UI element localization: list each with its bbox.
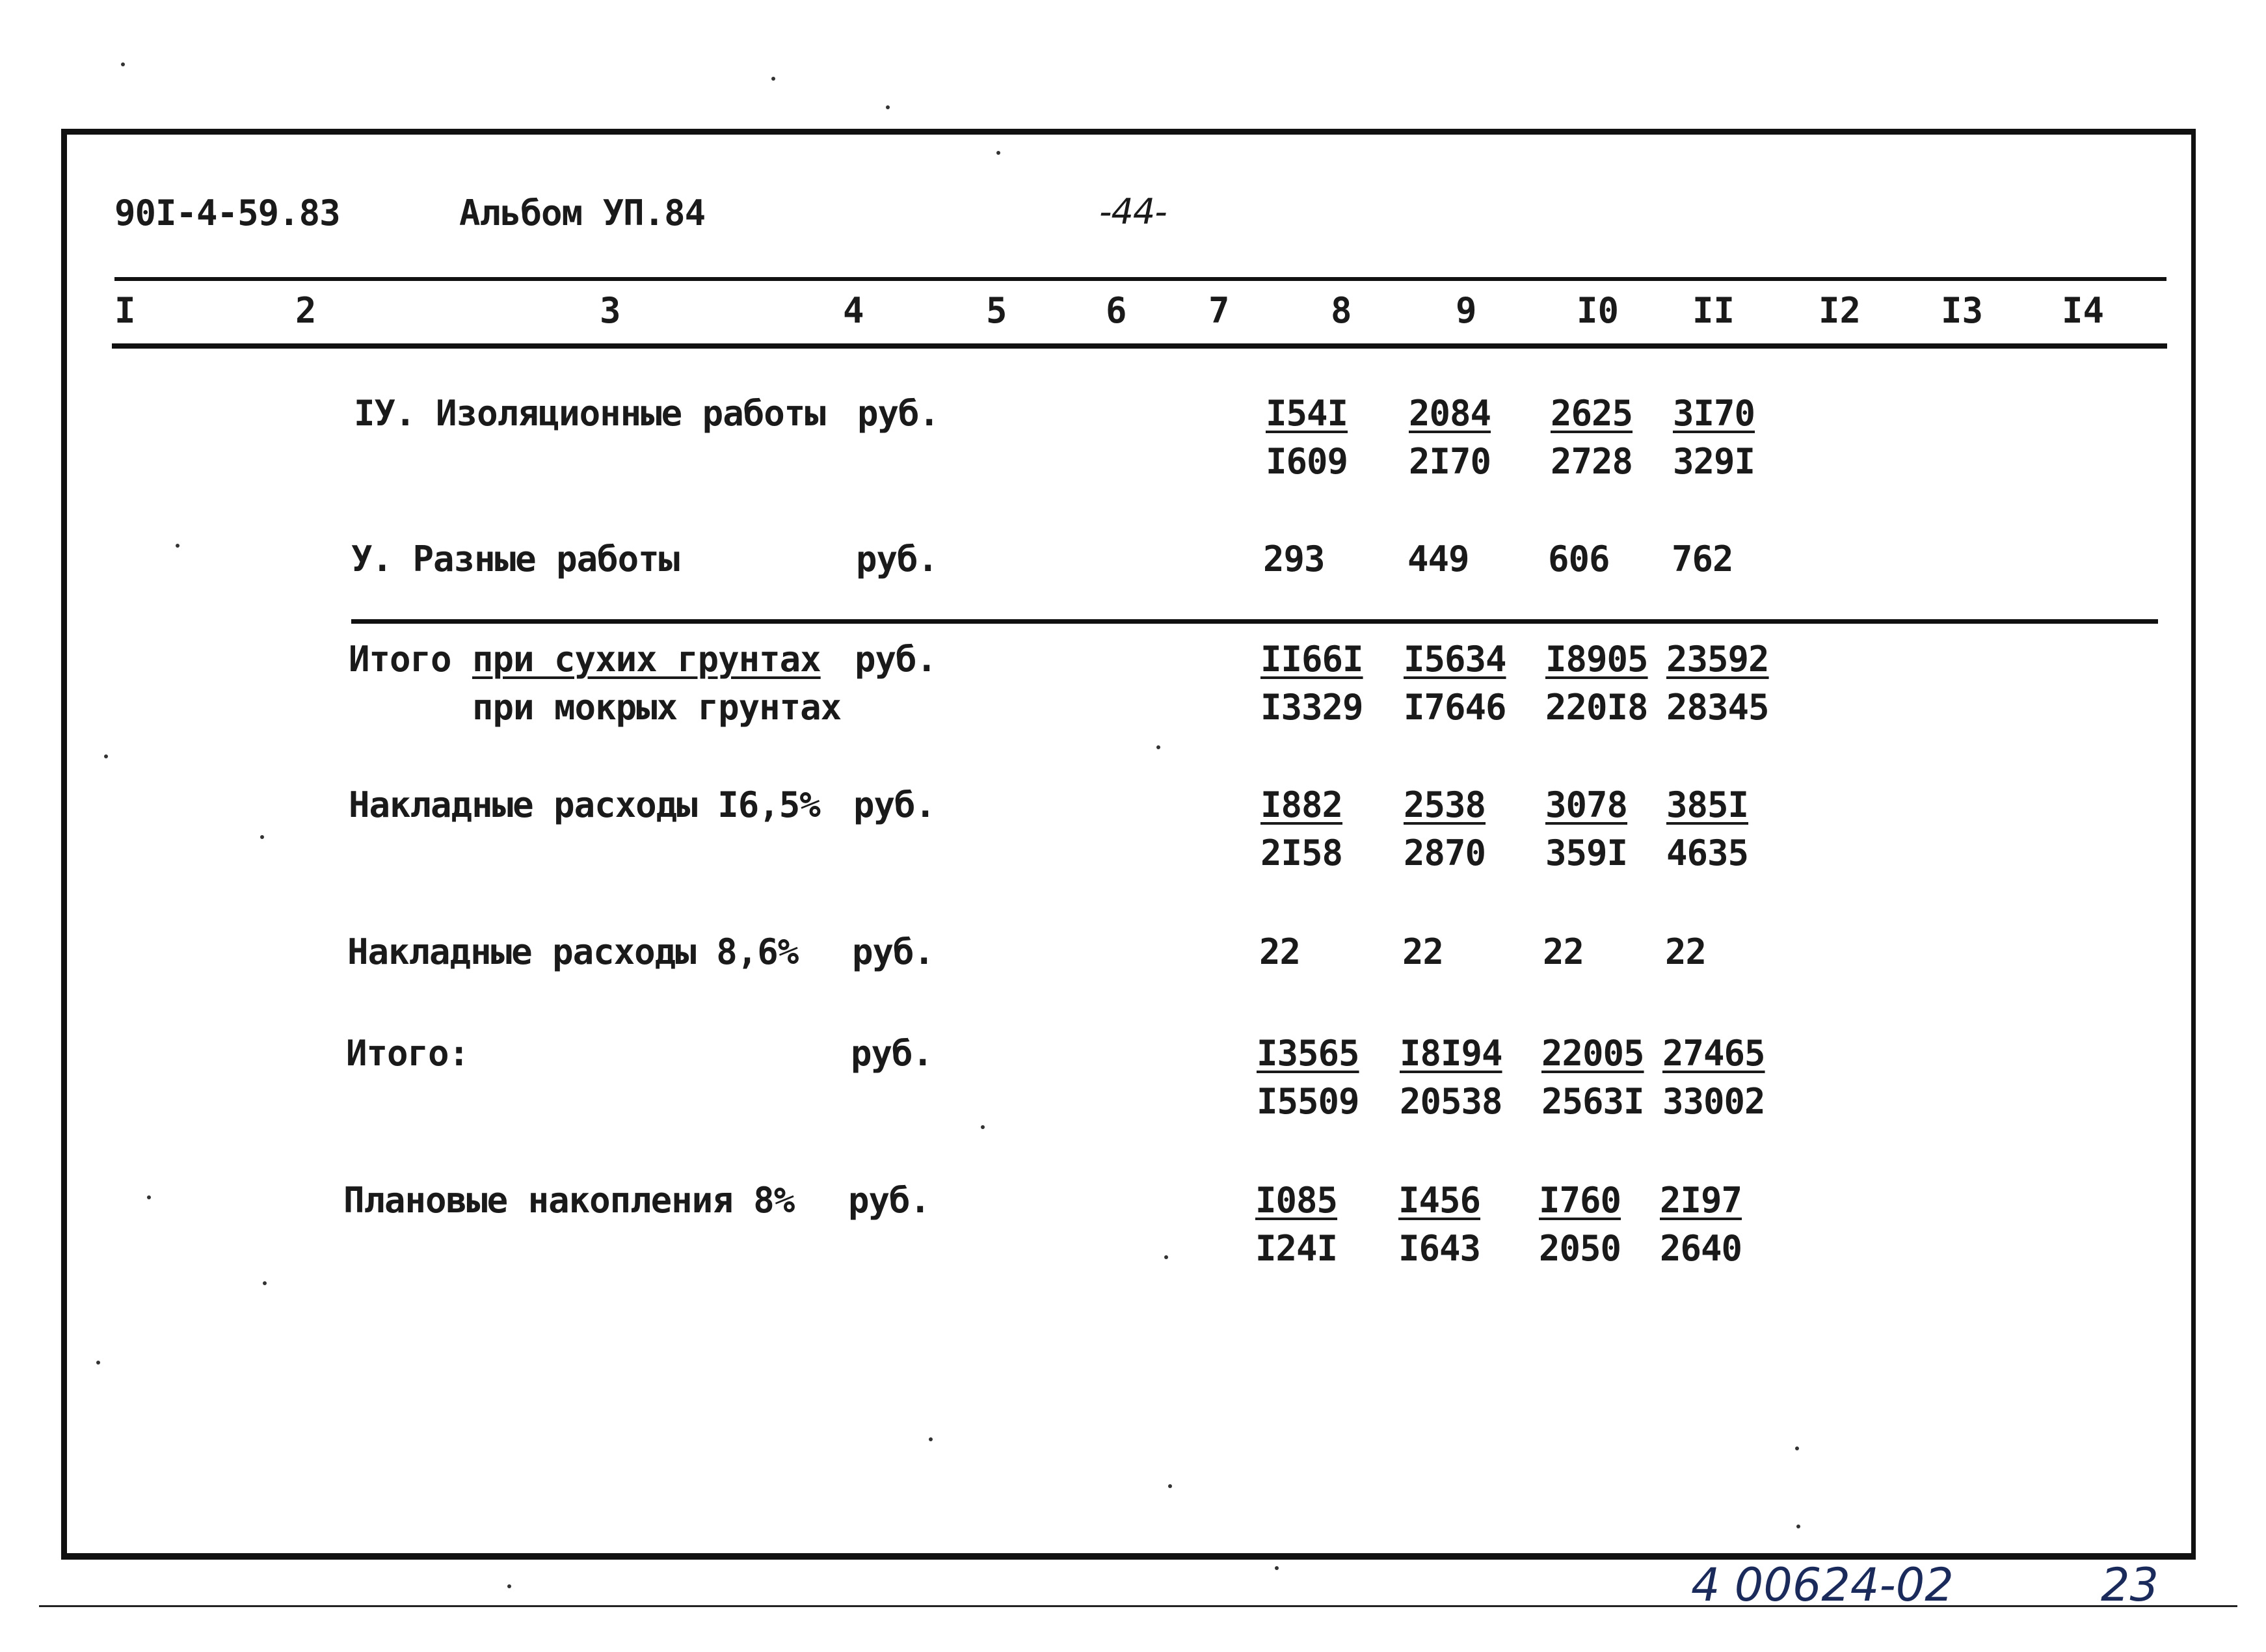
value-col8-top: I3565 xyxy=(1257,1033,1359,1074)
column-number: I2 xyxy=(1819,290,1861,331)
album-label: Альбом УП.84 xyxy=(459,193,706,233)
value-col10-top: 2625 xyxy=(1551,393,1633,434)
column-number: 9 xyxy=(1456,290,1477,331)
row-label: Плановые накопления 8% xyxy=(343,1180,795,1221)
column-number: I0 xyxy=(1577,290,1620,331)
archive-code: 4 00624-02 xyxy=(1691,1558,1954,1612)
value-col10-bottom: 220I8 xyxy=(1545,687,1648,728)
scan-speck xyxy=(104,754,108,758)
scan-speck xyxy=(929,1437,933,1441)
value-col9-bottom: 2870 xyxy=(1404,833,1486,873)
row-label: IУ. Изоляционные работы xyxy=(354,393,825,434)
value-col9-bottom: 20538 xyxy=(1400,1081,1502,1122)
value-col9-top: 2084 xyxy=(1409,393,1491,434)
scan-speck xyxy=(260,835,264,839)
scan-speck xyxy=(1795,1446,1799,1450)
value-col11-top: 2I97 xyxy=(1660,1180,1742,1221)
value-col11-top: 27465 xyxy=(1662,1033,1765,1074)
value-col11: 22 xyxy=(1665,931,1707,972)
scan-speck xyxy=(176,544,180,548)
value-col9-top: I5634 xyxy=(1404,639,1506,680)
scan-speck xyxy=(886,105,890,109)
column-number: I xyxy=(114,290,136,331)
row-label-wet: при мокрых грунтах xyxy=(472,687,842,728)
value-col9-top: I8I94 xyxy=(1400,1033,1502,1074)
value-col8-top: II66I xyxy=(1260,639,1363,680)
value-col8-bottom: I3329 xyxy=(1260,687,1363,728)
value-col11-bottom: 329I xyxy=(1673,441,1755,482)
value-col10-top: 22005 xyxy=(1541,1033,1644,1074)
scan-speck xyxy=(507,1584,511,1588)
row-unit: руб. xyxy=(853,784,936,825)
value-col8-bottom: I24I xyxy=(1255,1228,1338,1269)
scan-speck xyxy=(1164,1255,1168,1259)
row-unit: руб. xyxy=(851,1033,933,1074)
scan-speck xyxy=(771,77,775,81)
scan-speck xyxy=(996,151,1000,155)
page-number: -44- xyxy=(1099,191,1167,232)
value-col11-bottom: 28345 xyxy=(1666,687,1769,728)
row-unit: руб. xyxy=(857,393,940,434)
header-top-rule xyxy=(114,277,2166,281)
column-number: II xyxy=(1692,290,1735,331)
row-label: У. Разные работы xyxy=(351,539,680,580)
row-label: Итого: xyxy=(346,1033,470,1074)
value-col8-bottom: I609 xyxy=(1266,441,1348,482)
column-number: 8 xyxy=(1331,290,1352,331)
document-code: 90I-4-59.83 xyxy=(114,193,340,233)
value-col9-top: I456 xyxy=(1398,1180,1481,1221)
scan-speck xyxy=(263,1281,267,1285)
scan-speck xyxy=(147,1195,151,1199)
row-label: Накладные расходы 8,6% xyxy=(347,931,799,972)
row-unit: руб. xyxy=(855,639,937,680)
subtotal-rule xyxy=(351,619,2158,624)
value-col11-top: 385I xyxy=(1666,784,1749,825)
value-col8-bottom: 2I58 xyxy=(1260,833,1343,873)
value-col9-bottom: 2I70 xyxy=(1409,441,1491,482)
scan-speck xyxy=(1156,745,1160,749)
value-col10-bottom: 359I xyxy=(1545,833,1628,873)
value-col9-bottom: I643 xyxy=(1398,1228,1481,1269)
scan-speck xyxy=(121,62,125,66)
value-col8: 22 xyxy=(1259,931,1301,972)
scan-speck xyxy=(1796,1525,1800,1528)
column-number: I3 xyxy=(1941,290,1984,331)
sheet-number: 23 xyxy=(2101,1558,2159,1612)
value-col8-top: I54I xyxy=(1266,393,1348,434)
row-unit: руб. xyxy=(848,1180,931,1221)
value-col10-top: 3078 xyxy=(1545,784,1628,825)
row-label: Накладные расходы I6,5% xyxy=(349,784,820,825)
header-bottom-rule xyxy=(112,343,2167,349)
scan-speck xyxy=(1168,1484,1172,1488)
column-number: 6 xyxy=(1106,290,1127,331)
value-col11-bottom: 2640 xyxy=(1660,1228,1742,1269)
scan-speck xyxy=(981,1125,985,1129)
value-col8-bottom: I5509 xyxy=(1257,1081,1359,1122)
value-col11-bottom: 33002 xyxy=(1662,1081,1765,1122)
row-unit: руб. xyxy=(852,931,935,972)
value-col10-bottom: 2563I xyxy=(1541,1081,1644,1122)
value-col10-top: I8905 xyxy=(1545,639,1648,680)
value-col8-top: I882 xyxy=(1260,784,1343,825)
value-col10-bottom: 2728 xyxy=(1551,441,1633,482)
value-col10-bottom: 2050 xyxy=(1539,1228,1621,1269)
value-col10-top: I760 xyxy=(1539,1180,1621,1221)
column-number: 2 xyxy=(295,290,317,331)
column-number: I4 xyxy=(2062,290,2105,331)
column-number: 5 xyxy=(986,290,1007,331)
value-col9-bottom: I7646 xyxy=(1404,687,1506,728)
value-col11: 762 xyxy=(1672,539,1733,580)
value-col9: 449 xyxy=(1407,539,1469,580)
value-col10: 22 xyxy=(1543,931,1584,972)
value-col11-bottom: 4635 xyxy=(1666,833,1749,873)
column-number: 7 xyxy=(1208,290,1230,331)
value-col8-top: I085 xyxy=(1255,1180,1338,1221)
value-col9: 22 xyxy=(1402,931,1444,972)
column-number: 4 xyxy=(843,290,864,331)
value-col8: 293 xyxy=(1263,539,1325,580)
row-label-dry: при сухих грунтах xyxy=(472,639,821,680)
value-col11-top: 3I70 xyxy=(1673,393,1755,434)
scan-speck xyxy=(96,1361,100,1365)
value-col9-top: 2538 xyxy=(1404,784,1486,825)
scan-speck xyxy=(1275,1566,1279,1570)
value-col11-top: 23592 xyxy=(1666,639,1769,680)
value-col10: 606 xyxy=(1548,539,1610,580)
row-unit: руб. xyxy=(856,539,939,580)
row-label-prefix: Итого xyxy=(349,639,451,680)
column-number: 3 xyxy=(600,290,621,331)
